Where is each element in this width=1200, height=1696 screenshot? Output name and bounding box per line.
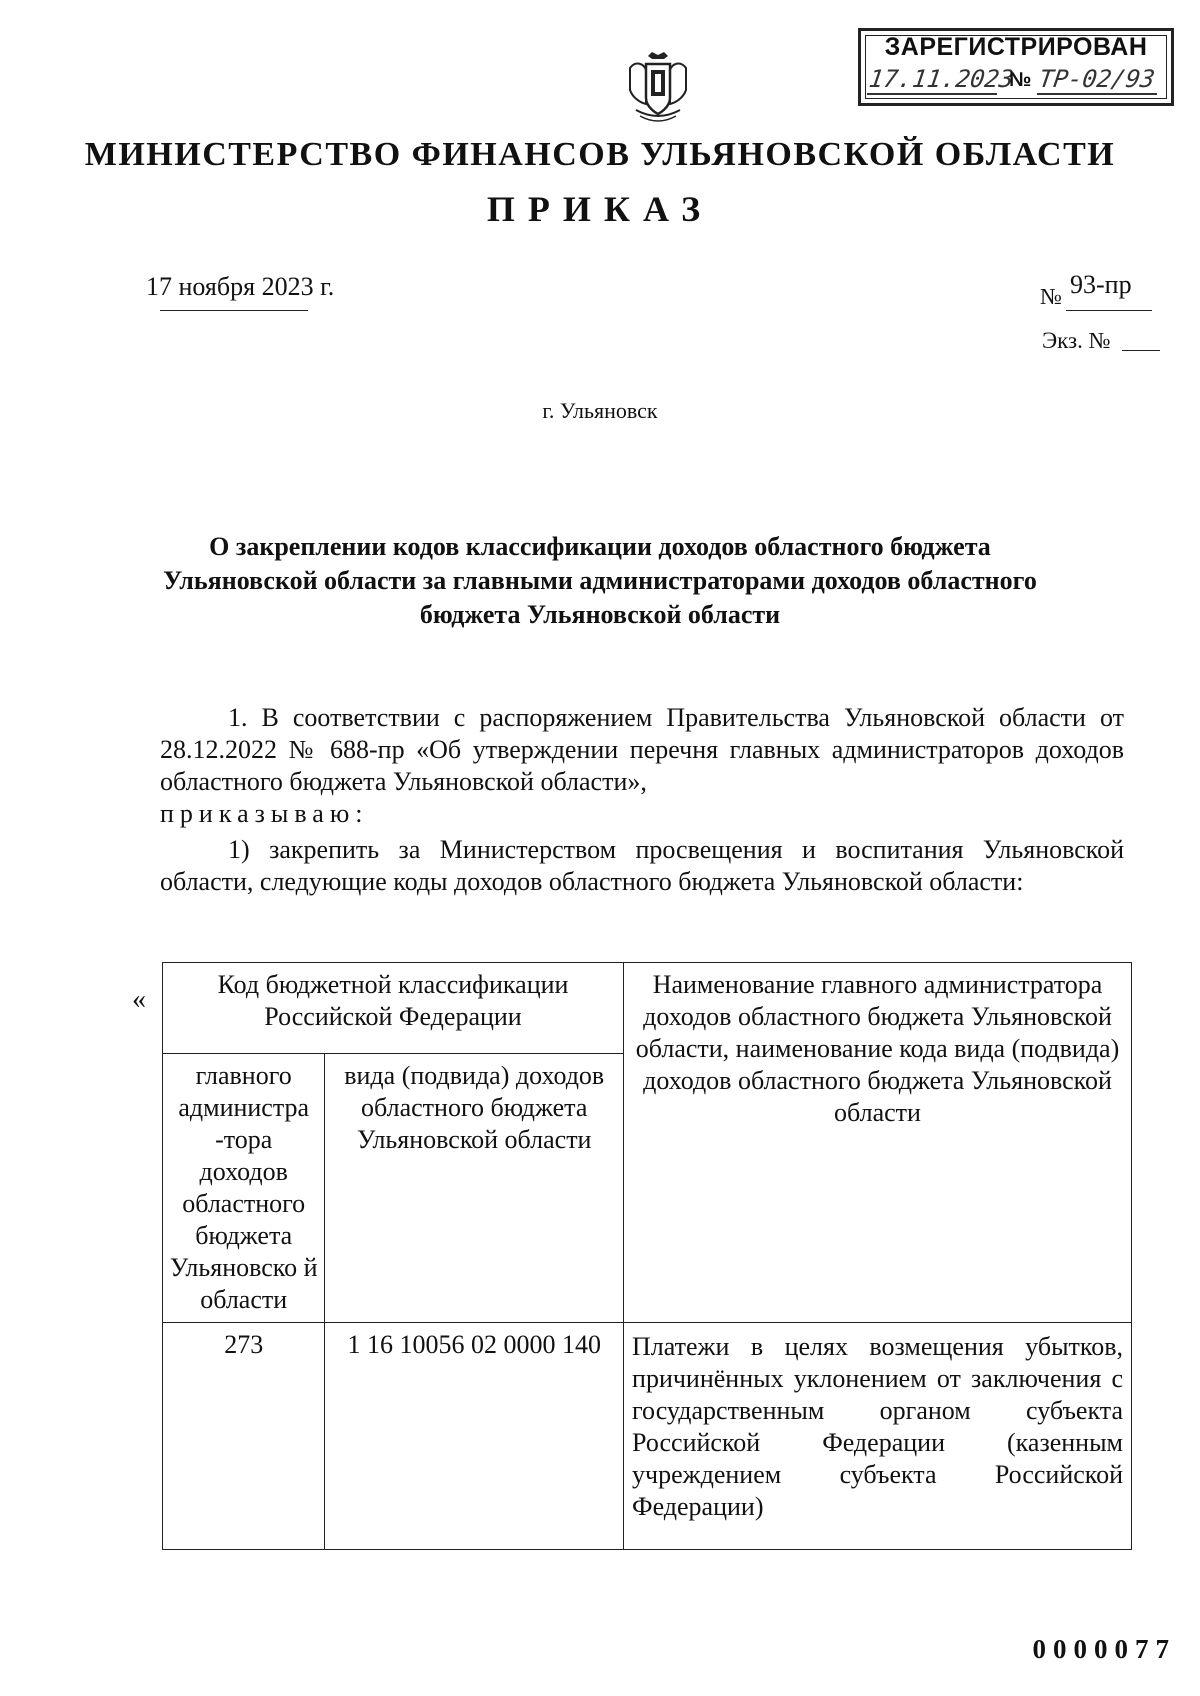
header-code: Код бюджетной классификации Российской Федерации	[163, 963, 624, 1054]
stamp-number: ТР-02/93	[1037, 65, 1161, 95]
order-number: 93-пр	[1070, 270, 1132, 299]
document-type: ПРИКАЗ	[486, 189, 714, 229]
table-row	[163, 1323, 1132, 1550]
document-serial: 0000077	[1032, 1634, 1176, 1664]
header-name: Наименование главного администратора доходов областного бюджета Ульяновской области, наименование кода вида (подвида) доходов областного бюджета Ульяновской области	[624, 963, 1132, 1323]
paragraph-1	[160, 702, 1124, 830]
copy-number-line	[1122, 350, 1160, 351]
stamp-number-label: №	[1009, 69, 1032, 91]
table-header-row	[163, 963, 1132, 1054]
date-underline	[160, 310, 308, 311]
cell-income-name: Платежи в целях возмещения убытков, причинённых уклонением от заключения с государственным органом субъекта Российской Федерации (казенным учреждением субъекта Российской Федерации)	[624, 1323, 1132, 1550]
header-admin: главного администра -тора доходов областного бюджета Ульяновско й области	[163, 1054, 325, 1323]
copy-number-label: Экз. №	[1042, 328, 1111, 353]
cell-admin-code: 273	[163, 1323, 325, 1550]
stamp-date: 17.11.2023	[867, 65, 1016, 93]
codes-table	[162, 962, 1132, 1550]
stamp-title: ЗАРЕГИСТРИРОВАН	[884, 33, 1148, 61]
cell-kind-code: 1 16 10056 02 0000 140	[325, 1323, 624, 1550]
order-date: 17 ноября 2023 г.	[146, 272, 335, 301]
paragraph-2: 1) закрепить за Министерством просвещения и воспитания Ульяновской области, следующие коды доходов областного бюджета Ульяновской области:	[160, 835, 1124, 896]
coat-of-arms-icon	[626, 50, 690, 124]
ministry-name: МИНИСТЕРСТВО ФИНАНСОВ УЛЬЯНОВСКОЙ ОБЛАСТИ	[84, 136, 1116, 173]
city: г. Ульяновск	[542, 398, 658, 423]
open-quote: «	[132, 984, 146, 1015]
order-word: приказываю:	[160, 799, 369, 828]
order-number-label: №	[1040, 284, 1062, 309]
header-kind: вида (подвида) доходов областного бюджета Ульяновской области	[325, 1054, 624, 1323]
registration-stamp	[858, 28, 1174, 106]
number-underline	[1066, 310, 1152, 311]
order-title: О закреплении кодов классификации доходов областного бюджета Ульяновской области за главными администраторами доходов областного бюджета Ульяновской области	[163, 532, 1037, 629]
paragraph-1-text: 1. В соответствии с распоряжением Правительства Ульяновской области от 28.12.2022 № 688-пр «Об утверждении перечня главных администраторов доходов областного бюджета Ульяновской области»,	[160, 703, 1124, 796]
